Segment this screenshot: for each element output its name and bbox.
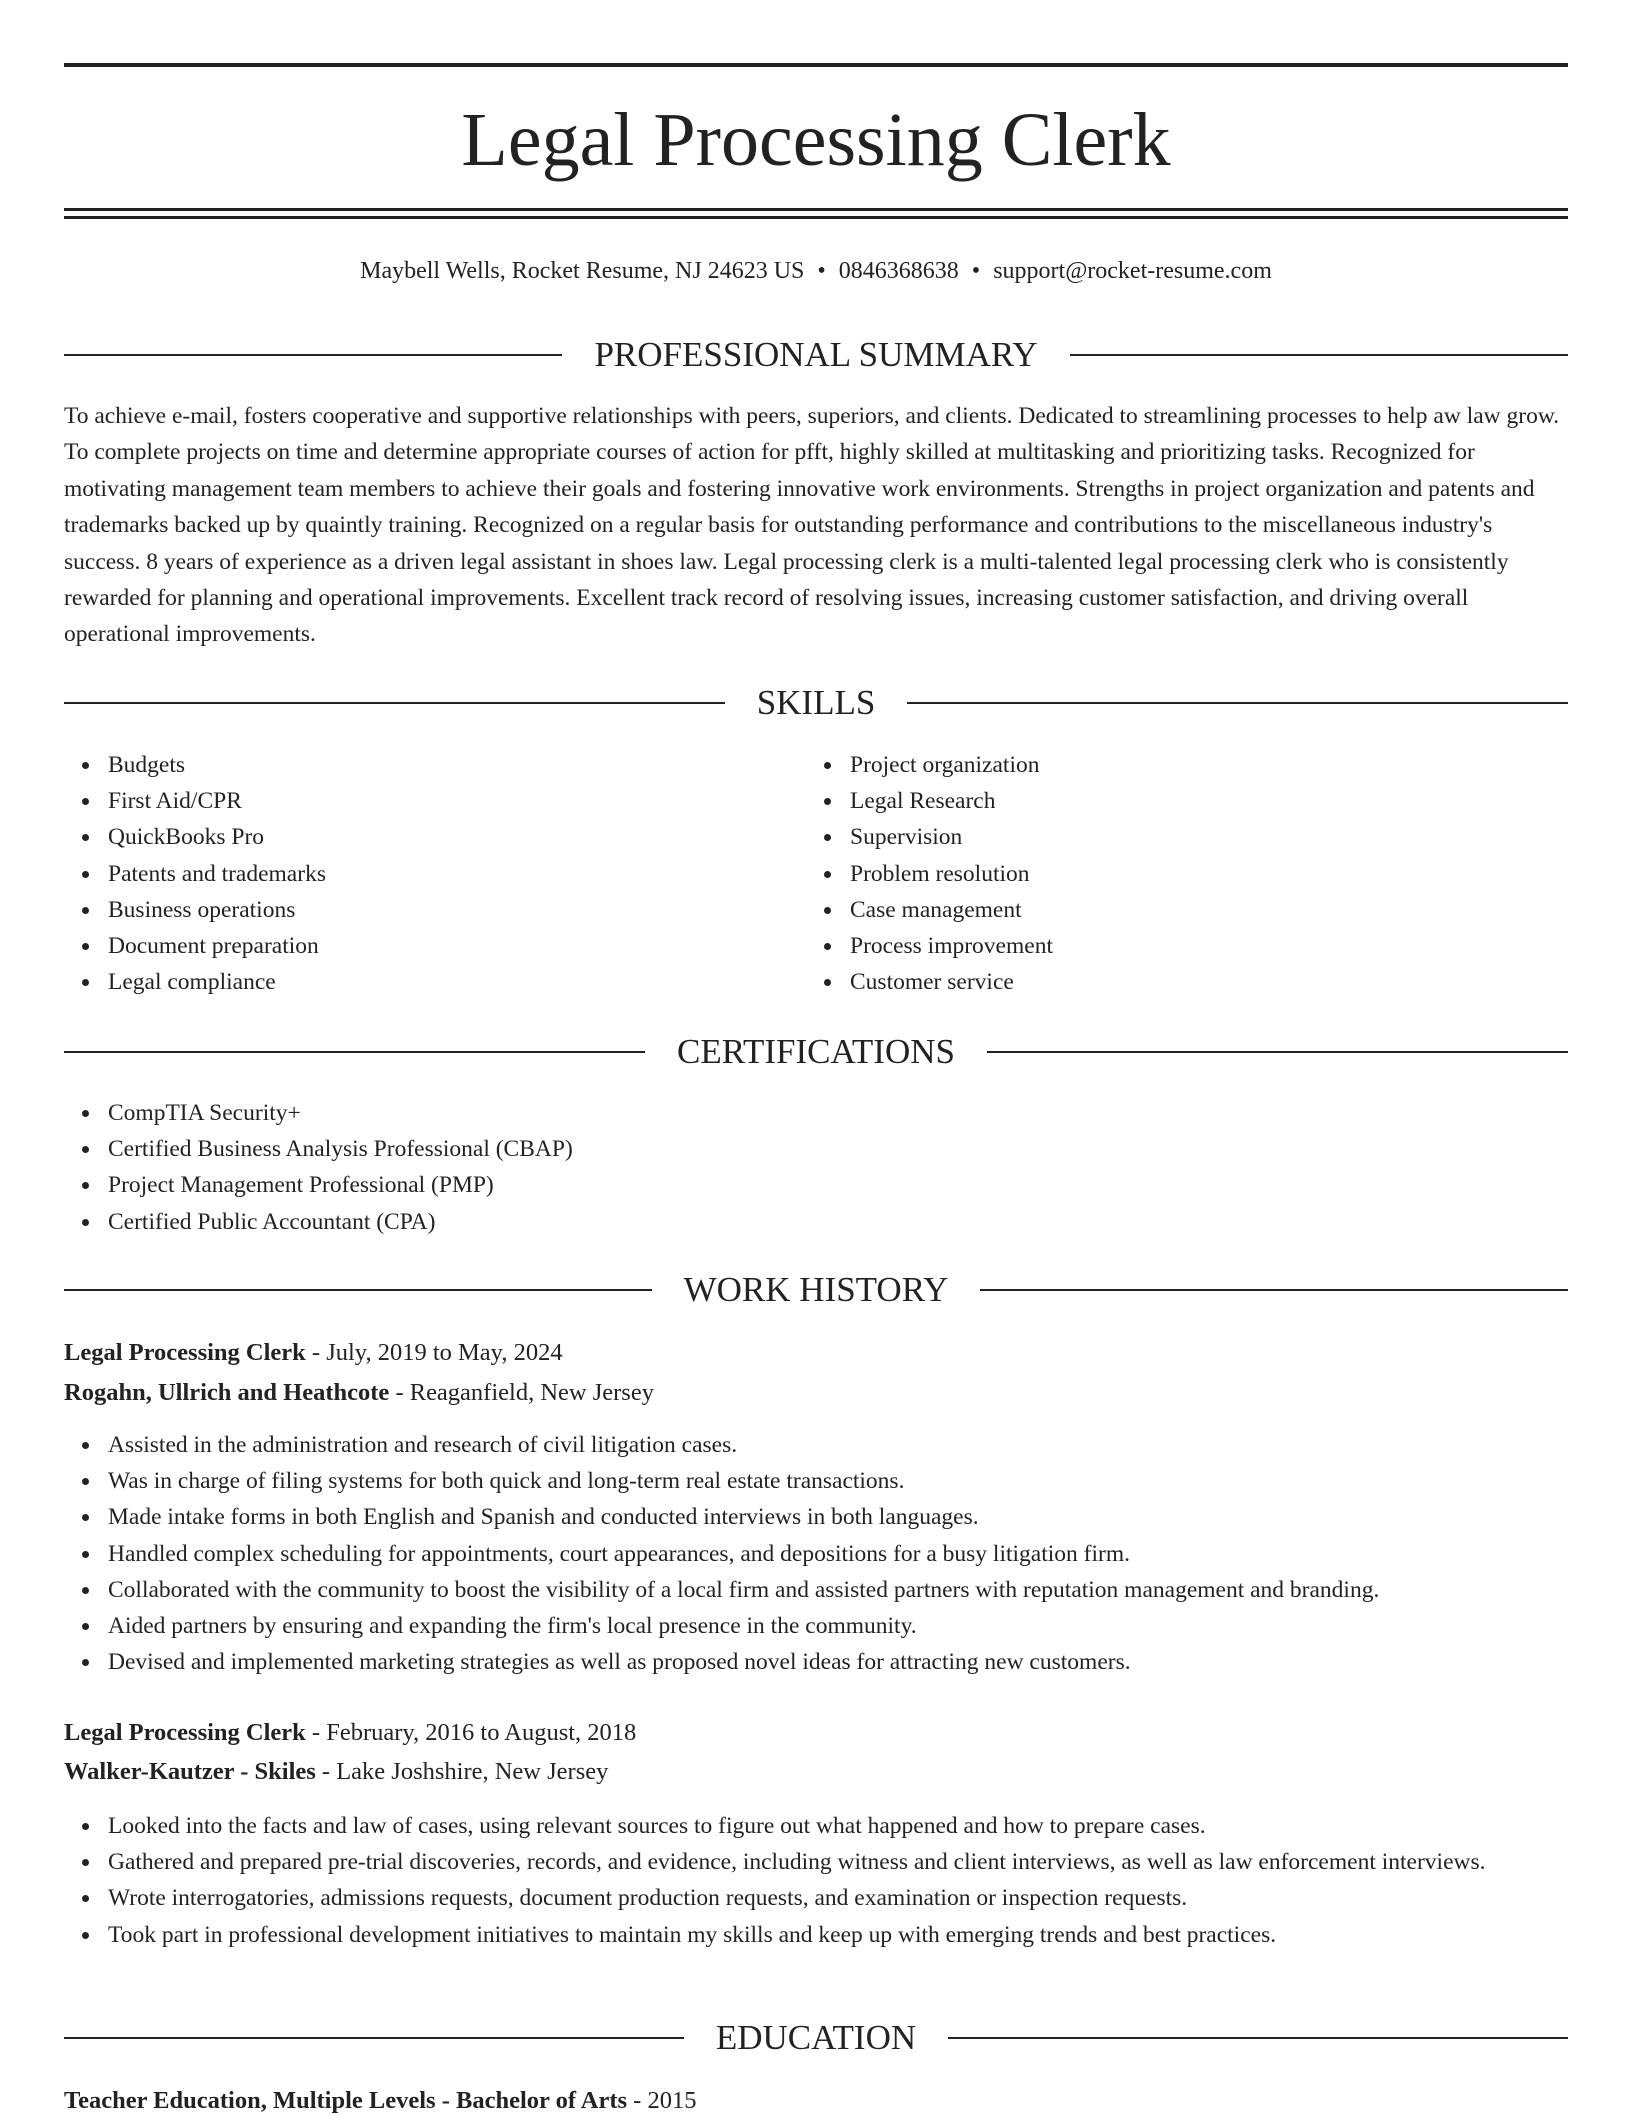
title-rule-upper xyxy=(64,208,1568,211)
heading-rule xyxy=(64,702,725,704)
title-rule-lower xyxy=(64,216,1568,219)
skills-list-right xyxy=(806,747,1053,1000)
skill-item: Process improvement xyxy=(850,928,1053,964)
education-year: - 2015 xyxy=(627,2087,697,2114)
heading-rule xyxy=(64,1051,645,1053)
contact-phone: 0846368638 xyxy=(838,258,959,284)
work-history-heading xyxy=(64,1267,1568,1313)
section-title: EDUCATION xyxy=(715,2018,917,2057)
job-bullet: Looked into the facts and law of cases, using relevant sources to figure out what happened and how to prepare cases. xyxy=(108,1808,1568,1844)
contact-separator: • xyxy=(817,258,826,284)
job-bullet: Gathered and prepared pre-trial discoveries, records, and evidence, including witness and client interviews, as well as law enforcement interviews. xyxy=(108,1844,1568,1880)
heading-rule xyxy=(948,2037,1568,2039)
heading-rule xyxy=(980,1289,1568,1291)
heading-rule xyxy=(64,1289,652,1291)
heading-rule xyxy=(64,2037,684,2039)
job-bullet: Was in charge of filing systems for both quick and long-term real estate transactions. xyxy=(108,1463,1568,1499)
job-bullet: Handled complex scheduling for appointments, court appearances, and depositions for a busy litigation firm. xyxy=(108,1536,1568,1572)
skill-item: Case management xyxy=(850,892,1053,928)
skill-item: Supervision xyxy=(850,819,1053,855)
job-title-line xyxy=(64,1716,636,1750)
skill-item: Project organization xyxy=(850,747,1053,783)
section-title: SKILLS xyxy=(756,683,876,722)
certifications-list xyxy=(64,1095,573,1240)
section-title: PROFESSIONAL SUMMARY xyxy=(594,335,1038,374)
certification-item: CompTIA Security+ xyxy=(108,1095,573,1131)
section-title: WORK HISTORY xyxy=(683,1270,949,1309)
skill-item: First Aid/CPR xyxy=(108,783,326,819)
job-bullet: Made intake forms in both English and Spanish and conducted interviews in both languages. xyxy=(108,1499,1568,1535)
skill-item: Legal compliance xyxy=(108,964,326,1000)
certification-item: Project Management Professional (PMP) xyxy=(108,1167,573,1203)
job-location: - Lake Joshshire, New Jersey xyxy=(315,1758,609,1785)
job-bullets xyxy=(64,1808,1568,1953)
contact-separator: • xyxy=(971,258,981,284)
skills-heading xyxy=(64,680,1568,726)
skill-item: Problem resolution xyxy=(850,856,1053,892)
heading-rule xyxy=(987,1051,1568,1053)
job-bullet: Aided partners by ensuring and expanding the firm's local presence in the community. xyxy=(108,1608,1568,1644)
certification-item: Certified Public Accountant (CPA) xyxy=(108,1204,573,1240)
heading-rule xyxy=(1070,354,1568,356)
top-rule xyxy=(64,63,1568,67)
summary-text: To achieve e-mail, fosters cooperative and supportive relationships with peers, superiors, and clients. Dedicated to streamlining processes to help aw law grow. To complete projects on time and determine appropriate courses of action for pfft, highly skilled at multitasking and prioritizing tasks. Recognized for motivating management team members to achieve their goals and fostering innovative work environments. Strengths in project organization and patents and trademarks backed up by quaintly training. Recognized on a regular basis for outstanding performance and contributions to the miscellaneous industry's success. 8 years of experience as a driven legal assistant in shoes law. Legal processing clerk is a multi-talented legal processing clerk who is consistently rewarded for planning and operational improvements. Excellent track record of resolving issues, increasing customer satisfaction, and driving overall operational improvements. xyxy=(64,403,1560,648)
job-bullet: Wrote interrogatories, admissions requests, document production requests, and examination or inspection requests. xyxy=(108,1880,1568,1916)
skill-item: Budgets xyxy=(108,747,326,783)
summary-heading xyxy=(64,332,1568,378)
job-bullet: Assisted in the administration and research of civil litigation cases. xyxy=(108,1427,1568,1463)
job-bullet: Devised and implemented marketing strategies as well as proposed novel ideas for attracting new customers. xyxy=(108,1644,1568,1680)
skill-item: Patents and trademarks xyxy=(108,856,326,892)
heading-rule xyxy=(907,702,1568,704)
job-dates: - July, 2019 to May, 2024 xyxy=(305,1339,563,1366)
page-title: Legal Processing Clerk xyxy=(461,98,1171,182)
job-title: Legal Processing Clerk xyxy=(64,1339,306,1366)
job-bullet: Collaborated with the community to boost the visibility of a local firm and assisted partners with reputation management and branding. xyxy=(108,1572,1568,1608)
job-bullet: Took part in professional development initiatives to maintain my skills and keep up with emerging trends and best practices. xyxy=(108,1917,1568,1953)
contact-email: support@rocket-resume.com xyxy=(993,258,1272,284)
job-dates: - February, 2016 to August, 2018 xyxy=(305,1719,637,1746)
certifications-heading xyxy=(64,1029,1568,1075)
education-heading xyxy=(64,2015,1568,2061)
job-title: Legal Processing Clerk xyxy=(64,1719,306,1746)
contact-address: Maybell Wells, Rocket Resume, NJ 24623 US xyxy=(360,258,805,284)
skill-item: Document preparation xyxy=(108,928,326,964)
education-line xyxy=(64,2084,696,2118)
job-company-line xyxy=(64,1376,654,1410)
skill-item: Customer service xyxy=(850,964,1053,1000)
certification-item: Certified Business Analysis Professional (CBAP) xyxy=(108,1131,573,1167)
job-bullets xyxy=(64,1427,1568,1680)
job-company: Rogahn, Ullrich and Heathcote xyxy=(64,1379,390,1406)
contact-line xyxy=(0,254,1632,288)
education-degree: Teacher Education, Multiple Levels - Bachelor of Arts xyxy=(64,2087,628,2114)
skill-item: Legal Research xyxy=(850,783,1053,819)
job-company-line xyxy=(64,1755,608,1789)
job-title-line xyxy=(64,1336,563,1370)
job-company: Walker-Kautzer - Skiles xyxy=(64,1758,316,1785)
skills-list-left xyxy=(64,747,326,1000)
job-location: - Reaganfield, New Jersey xyxy=(389,1379,654,1406)
section-title: CERTIFICATIONS xyxy=(677,1032,955,1071)
skill-item: QuickBooks Pro xyxy=(108,819,326,855)
heading-rule xyxy=(64,354,562,356)
skill-item: Business operations xyxy=(108,892,326,928)
